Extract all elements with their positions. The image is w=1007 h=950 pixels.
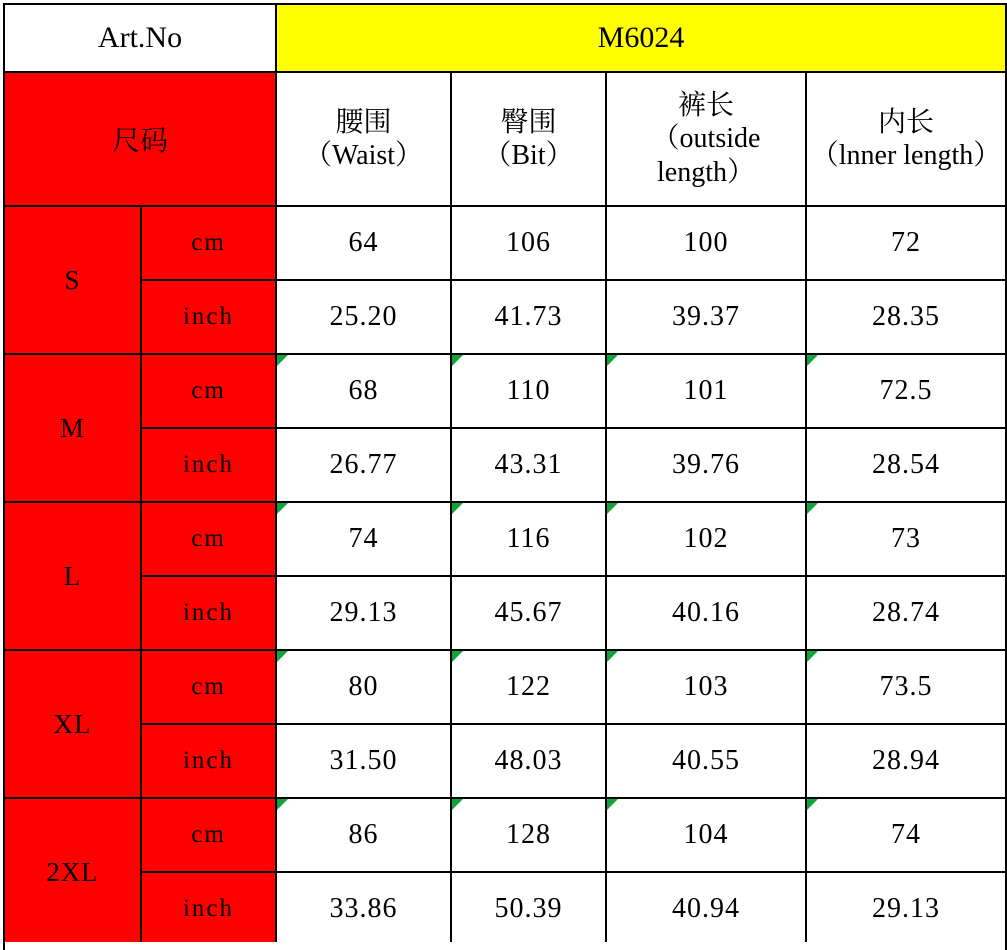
cell-2xl-cm-outside: 104	[606, 798, 806, 872]
cell-s-cm-waist: 64	[276, 206, 451, 280]
outside-header-cn: 裤长	[677, 90, 734, 122]
table-row	[4, 576, 1006, 650]
cell-s-inch-inner: 28.35	[806, 280, 1006, 354]
table-row	[4, 650, 1006, 724]
inner-length-column-header	[806, 72, 1006, 206]
cell-s-cm-inner: 72	[806, 206, 1006, 280]
cell-m-cm-inner: 72.5	[806, 354, 1006, 428]
cell-l-cm-bit: 116	[451, 502, 606, 576]
cell-m-cm-bit: 110	[451, 354, 606, 428]
cell-xl-inch-bit: 48.03	[451, 724, 606, 798]
cell-2xl-cm-inner: 74	[806, 798, 1006, 872]
inner-header-cn: 内长	[877, 106, 934, 138]
cell-2xl-cm-bit: 128	[451, 798, 606, 872]
bit-header-en: （Bit）	[483, 140, 574, 171]
table-row	[4, 724, 1006, 798]
unit-cell-cm: cm	[141, 354, 276, 428]
cell-2xl-inch-waist: 33.86	[276, 872, 451, 946]
waist-header-en: （Waist）	[303, 140, 424, 171]
outside-header-en: （outside length）	[651, 123, 761, 188]
cell-xl-inch-outside: 40.55	[606, 724, 806, 798]
size-column-header: 尺码	[4, 72, 276, 206]
cell-xl-inch-waist: 31.50	[276, 724, 451, 798]
unit-cell-inch: inch	[141, 280, 276, 354]
table-row	[4, 354, 1006, 428]
unit-cell-inch: inch	[141, 428, 276, 502]
size-chart-table	[3, 3, 1007, 947]
cell-xl-inch-inner: 28.94	[806, 724, 1006, 798]
bit-column-header	[451, 72, 606, 206]
cell-s-inch-outside: 39.37	[606, 280, 806, 354]
table-row-artno	[4, 4, 1006, 72]
cell-2xl-inch-outside: 40.94	[606, 872, 806, 946]
cell-l-inch-outside: 40.16	[606, 576, 806, 650]
table-row	[4, 428, 1006, 502]
inner-header-en: （lnner length）	[810, 140, 1002, 171]
cell-xl-cm-bit: 122	[451, 650, 606, 724]
cell-m-cm-waist: 68	[276, 354, 451, 428]
unit-cell-inch: inch	[141, 576, 276, 650]
table-bottom-edge	[3, 942, 1007, 950]
outside-length-column-header	[606, 72, 806, 206]
cell-m-cm-outside: 101	[606, 354, 806, 428]
size-cell-m: M	[4, 354, 141, 502]
size-chart-sheet	[0, 3, 1007, 950]
table-row	[4, 206, 1006, 280]
art-no-label: Art.No	[4, 4, 276, 72]
unit-cell-inch: inch	[141, 724, 276, 798]
cell-xl-cm-outside: 103	[606, 650, 806, 724]
cell-l-inch-bit: 45.67	[451, 576, 606, 650]
table-row	[4, 872, 1006, 946]
cell-l-cm-waist: 74	[276, 502, 451, 576]
unit-cell-cm: cm	[141, 798, 276, 872]
unit-cell-cm: cm	[141, 650, 276, 724]
cell-s-cm-bit: 106	[451, 206, 606, 280]
cell-l-cm-outside: 102	[606, 502, 806, 576]
unit-cell-inch: inch	[141, 872, 276, 946]
table-row	[4, 798, 1006, 872]
size-cell-l: L	[4, 502, 141, 650]
cell-s-inch-bit: 41.73	[451, 280, 606, 354]
cell-xl-cm-waist: 80	[276, 650, 451, 724]
unit-cell-cm: cm	[141, 206, 276, 280]
table-row-headers	[4, 72, 1006, 206]
cell-s-cm-outside: 100	[606, 206, 806, 280]
size-cell-xl: XL	[4, 650, 141, 798]
cell-m-inch-bit: 43.31	[451, 428, 606, 502]
unit-cell-cm: cm	[141, 502, 276, 576]
cell-m-inch-inner: 28.54	[806, 428, 1006, 502]
cell-l-inch-waist: 29.13	[276, 576, 451, 650]
cell-2xl-inch-bit: 50.39	[451, 872, 606, 946]
size-cell-2xl: 2XL	[4, 798, 141, 946]
art-no-value: M6024	[276, 4, 1006, 72]
waist-column-header	[276, 72, 451, 206]
cell-m-inch-waist: 26.77	[276, 428, 451, 502]
cell-2xl-cm-waist: 86	[276, 798, 451, 872]
cell-l-cm-inner: 73	[806, 502, 1006, 576]
table-row	[4, 280, 1006, 354]
waist-header-cn: 腰围	[335, 106, 392, 138]
size-cell-s: S	[4, 206, 141, 354]
bit-header-cn: 臀围	[500, 106, 557, 138]
cell-l-inch-inner: 28.74	[806, 576, 1006, 650]
cell-xl-cm-inner: 73.5	[806, 650, 1006, 724]
cell-2xl-inch-inner: 29.13	[806, 872, 1006, 946]
cell-m-inch-outside: 39.76	[606, 428, 806, 502]
table-row	[4, 502, 1006, 576]
cell-s-inch-waist: 25.20	[276, 280, 451, 354]
